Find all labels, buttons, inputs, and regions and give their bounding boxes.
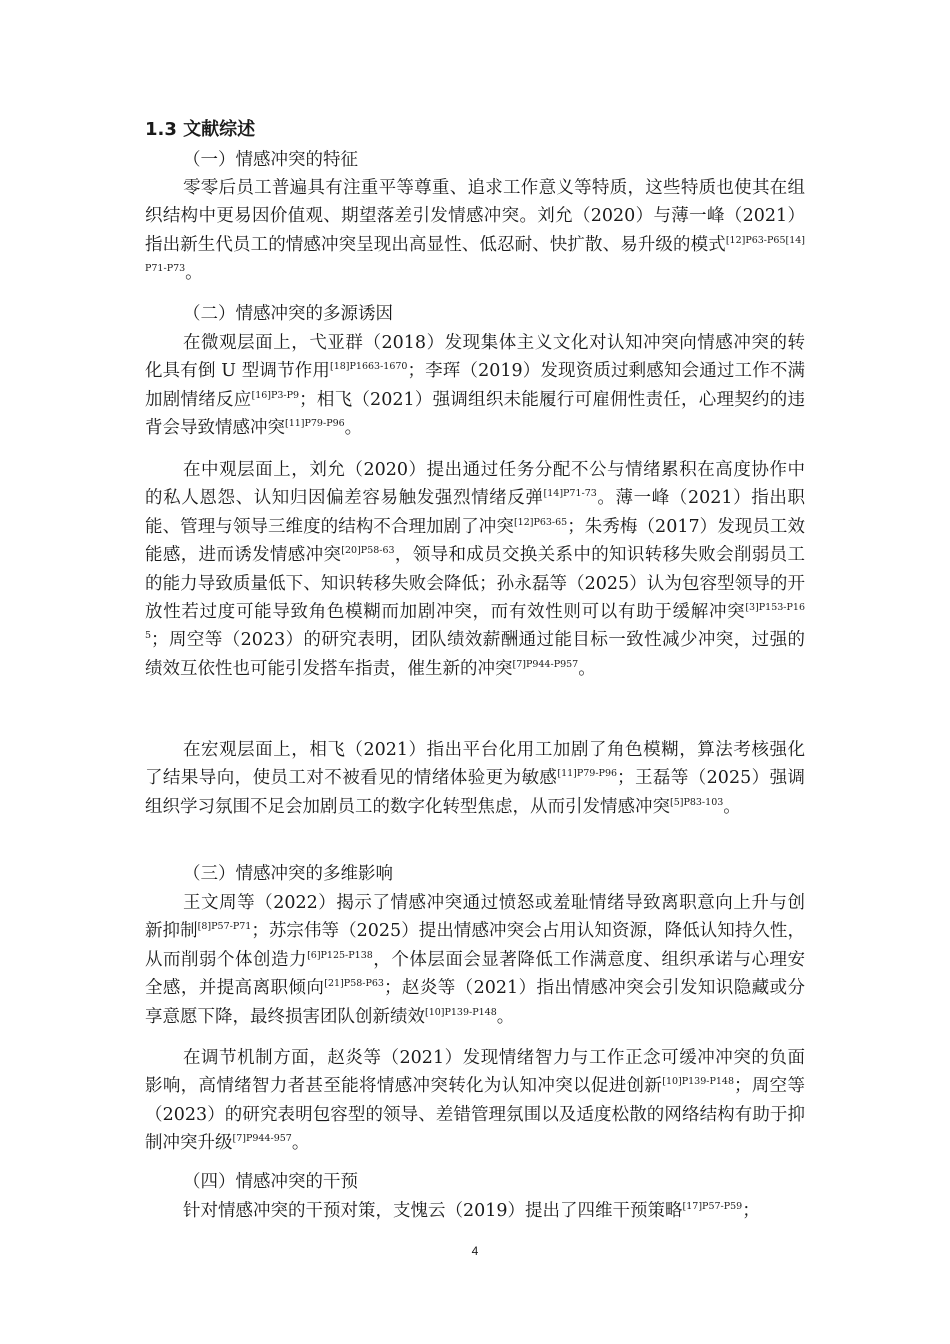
subheading-causes: （二）情感冲突的多源诱因 xyxy=(183,304,393,324)
citation: [7]P944-957 xyxy=(232,1133,292,1145)
paragraph-text: 。 xyxy=(496,1006,515,1027)
citation: [3]P153-P165 xyxy=(145,602,805,642)
citation: [16]P3-P9 xyxy=(251,389,300,401)
citation: [17]P57-P59 xyxy=(682,1201,743,1213)
citation: [10]P139-P148 xyxy=(425,1006,497,1018)
paragraph-text: 零零后员工普遍具有注重平等尊重、追求工作意义等特质，这些特质也使其在组织结构中更易因价值观、期望落差引发情感冲突。刘允（2020）与薄一峰（2021）指出新生代员工的情感冲突呈现出高显性、低忍耐、快扩散、易升级的模式 xyxy=(145,178,805,255)
paragraph-text: ；朱秀梅（2017）发现员工效能感，进而诱发情感冲突 xyxy=(145,516,806,566)
paragraph-text: 。 xyxy=(723,796,741,817)
paragraph-macro-level xyxy=(145,736,805,821)
paragraph-text: 。 xyxy=(291,1133,310,1154)
paragraph-text: 。 xyxy=(185,263,203,284)
paragraph-text: 在微观层面上，弋亚群（2018）发现集体主义文化对认知冲突向情感冲突的转化具有倒 U 型调节作用 xyxy=(145,333,805,382)
paragraph-text: ；苏宗伟等（2025）提出情感冲突会占用认知资源，降低认知持久性，从而削弱个体创造力 xyxy=(145,921,805,970)
citation: [6]P125-P138 xyxy=(307,949,373,961)
paragraph-impacts xyxy=(145,889,805,1031)
paragraph-characteristics xyxy=(145,174,805,288)
citation: [12]P63-P65[14]P71-P73 xyxy=(145,234,805,275)
citation: [11]P79-P96 xyxy=(557,768,618,780)
paragraph-text: ，领导和成员交换关系中的知识转移失败会削弱员工的能力导致质量低下、知识转移失败会降低；孙永磊等（2025）认为包容型领导的开放性若过度可能导致角色模糊而加剧冲突，而有效性则可以有助于缓解冲突 xyxy=(145,545,806,623)
paragraph-text: ；赵炎等（2021）指出情感冲突会引发知识隐藏或分享意愿下降，最终损害团队创新绩效 xyxy=(145,978,806,1027)
citation: [12]P63-65 xyxy=(513,516,568,528)
paragraph-text: 王文周等（2022）揭示了情感冲突通过愤怒或羞耻情绪导致离职意向上升与创新抑制 xyxy=(145,893,805,942)
subheading-intervention: （四）情感冲突的干预 xyxy=(183,1172,358,1192)
citation: [8]P57-P71 xyxy=(197,921,252,933)
paragraph-text: ；周空等（2023）的研究表明包容型的领导、差错管理氛围以及适度松散的网络结构有助于抑制冲突升级 xyxy=(145,1076,806,1154)
citation: [5]P83-103 xyxy=(670,796,724,808)
section-heading: 1.3 文献综述 xyxy=(145,119,256,140)
paragraph-text: 针对情感冲突的干预对策，支愧云（2019）提出了四维干预策略 xyxy=(183,1201,683,1221)
page-number: 4 xyxy=(471,1244,479,1258)
subheading-characteristics: （一）情感冲突的特征 xyxy=(183,150,358,170)
paragraph-text: 在中观层面上，刘允（2020）提出通过任务分配不公与情绪累积在高度协作中的私人恩怨、认知归因偏差容易触发强烈情绪反弹 xyxy=(145,460,805,509)
paragraph-text: ；相飞（2021）强调组织未能履行可雇佣性责任，心理契约的违背会导致情感冲突 xyxy=(145,389,805,439)
citation: [11]P79-P96 xyxy=(285,418,345,430)
citation: [10]P139-P148 xyxy=(662,1076,734,1088)
paragraph-text: 在宏观层面上，相飞（2021）指出平台化用工加剧了角色模糊，算法考核强化了结果导向，使员工对不被看见的情绪体验更为敏感 xyxy=(145,740,805,789)
citation: [14]P71-73 xyxy=(543,488,597,500)
subheading-impacts: （三）情感冲突的多维影响 xyxy=(183,864,393,884)
paragraph-text: ；李珲（2019）发现资质过剩感知会通过工作不满加剧情绪反应 xyxy=(145,361,805,410)
paragraph-text: 。薄一峰（2021）指出职能、管理与领导三维度的结构不合理加剧了冲突 xyxy=(145,488,805,537)
paragraph-text: ，个体层面会显著降低工作满意度、组织承诺与心理安全感，并提高离职倾向 xyxy=(145,949,805,999)
citation: [21]P58-P63 xyxy=(324,978,384,990)
paragraph-text: 。 xyxy=(344,418,363,439)
citation: [18]P1663-1670 xyxy=(330,361,408,373)
paragraph-text: ；周空等（2023）的研究表明，团队绩效薪酬通过能目标一致性减少冲突，过强的绩效互依性也可能引发搭车指责，催生新的冲突 xyxy=(145,630,805,679)
paragraph-text: ；王磊等（2025）强调组织学习氛围不足会加剧员工的数字化转型焦虑，从而引发情感冲突 xyxy=(145,768,805,817)
paragraph-intervention xyxy=(145,1197,805,1225)
paragraph-meso-level xyxy=(145,456,805,683)
citation: [7]P944-P957 xyxy=(512,659,579,671)
citation: [20]P58-63 xyxy=(341,545,395,557)
paragraph-moderation xyxy=(145,1044,805,1158)
paragraph-text: ； xyxy=(742,1201,760,1221)
paragraph-text: 。 xyxy=(578,658,596,679)
paragraph-micro-level xyxy=(145,329,805,443)
paragraph-text: 在调节机制方面，赵炎等（2021）发现情绪智力与工作正念可缓冲冲突的负面影响，高情绪智力者甚至能将情感冲突转化为认知冲突以促进创新 xyxy=(145,1048,805,1097)
